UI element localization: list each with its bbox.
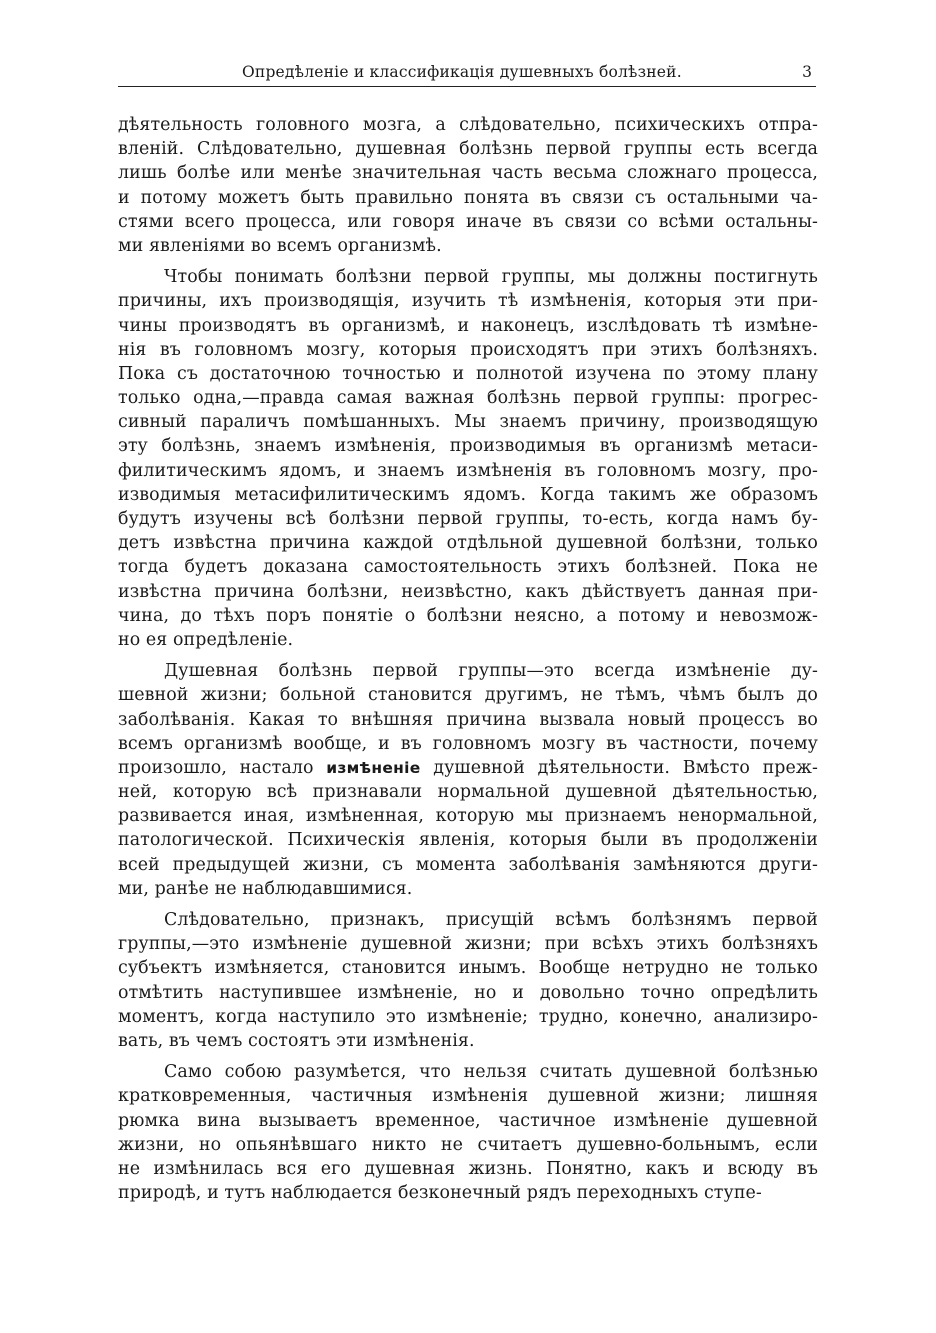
- text-line: но ея опредѣленіе.: [118, 629, 294, 650]
- text-line: извѣстна причина болѣзни, неизвѣстно, какъ дѣйствуетъ данная при-: [118, 581, 818, 602]
- text-line: нія въ головномъ мозгу, которыя происходятъ при этихъ болѣзняхъ.: [118, 339, 818, 360]
- text-line: субъектъ измѣняется, становится инымъ. Вообще нетрудно не только: [118, 958, 818, 979]
- text-line: ми явленіями во всемъ организмѣ.: [118, 235, 442, 256]
- text-line: тогда будетъ доказана самостоятельность этихъ болѣзней. Пока не: [118, 557, 818, 578]
- text-line: патологической. Психическія явленія, которыя были въ продолженіи: [118, 830, 818, 851]
- text-line: Пока съ достаточною точностью и полнотой изучена по этому плану: [118, 363, 818, 384]
- paragraph: [118, 659, 818, 901]
- text-line: заболѣванія. Какая то внѣшняя причина вызвала новый процессъ во: [118, 709, 818, 730]
- text-line: всемъ организмѣ вообще, и въ головномъ мозгу въ частности, почему: [118, 733, 818, 754]
- text-line: чина, до тѣхъ поръ понятіе о болѣзни неясно, а потому и невозмож-: [118, 605, 818, 626]
- text-line: стями всего процесса, или говоря иначе въ связи со всѣми остальны-: [118, 211, 818, 232]
- body-text: [118, 113, 818, 1212]
- text-line: филитическимъ ядомъ, и знаемъ измѣненія въ головномъ мозгу, про-: [118, 460, 818, 481]
- page-number: 3: [802, 63, 812, 81]
- text-line: Само собою разумѣется, что нельзя считать душевной болѣзнью: [164, 1062, 818, 1083]
- text-line: причины, ихъ производящія, изучить тѣ измѣненія, которыя эти при-: [118, 291, 818, 312]
- text-line: не измѣнилась вся его душевная жизнь. Понятно, какъ и всюду въ: [118, 1158, 818, 1179]
- paragraph: [118, 908, 818, 1053]
- paragraph: [118, 265, 818, 652]
- text-line: рюмка вина вызываетъ временное, частичное измѣненіе душевной: [118, 1110, 818, 1131]
- paragraph: [118, 113, 818, 258]
- text-line: шевной жизни; больной становится другимъ, не тѣмъ, чѣмъ былъ до: [118, 685, 818, 706]
- text-line: Чтобы понимать болѣзни первой группы, мы должны постигнуть: [164, 267, 818, 288]
- text-line: детъ извѣстна причина каждой отдѣльной душевной болѣзни, только: [118, 533, 818, 554]
- text-line: изводимыя метасифилитическимъ ядомъ. Когда такимъ же образомъ: [118, 484, 818, 505]
- text-line: только одна,—правда самая важная болѣзнь первой группы: прогрес-: [118, 388, 818, 409]
- text-line: отмѣтить наступившее измѣненіе, но и довольно точно опредѣлить: [118, 982, 818, 1003]
- text-line: Слѣдовательно, признакъ, присущій всѣмъ болѣзнямъ первой: [164, 910, 818, 930]
- running-title: Опредѣленіе и классификація душевныхъ болѣзней.: [242, 63, 682, 81]
- emphasized-word: измѣненіе: [326, 758, 421, 777]
- text-line: ней, которую всѣ признавали нормальной душевной дѣятельностью,: [118, 782, 818, 803]
- text-line: произошло, настало измѣненіе душевной дѣятельности. Вмѣсто преж-: [118, 757, 818, 778]
- text-line: кратковременныя, частичныя измѣненія душевной жизни; лишняя: [118, 1086, 818, 1107]
- text-line: ми, ранѣе не наблюдавшимися.: [118, 878, 413, 899]
- text-line: развивается иная, измѣненная, которую мы признаемъ ненормальной,: [118, 806, 818, 827]
- text-line: вать, въ чемъ состоятъ эти измѣненія.: [118, 1030, 475, 1051]
- text-line: моментъ, когда наступило это измѣненіе; трудно, конечно, анализиро-: [118, 1006, 818, 1027]
- running-header: [118, 62, 816, 87]
- text-line: чины производятъ въ организмѣ, и наконецъ, изслѣдовать тѣ измѣне-: [118, 315, 818, 336]
- text-line: сивный параличъ помѣшанныхъ. Мы знаемъ причину, производящую: [118, 412, 818, 433]
- text-line: дѣятельность головного мозга, а слѣдовательно, психическихъ отпра-: [118, 115, 818, 135]
- text-line: всей предыдущей жизни, съ момента заболѣванія замѣняются други-: [118, 854, 818, 875]
- text-line: группы,—это измѣненіе душевной жизни; при всѣхъ этихъ болѣзняхъ: [118, 934, 818, 955]
- text-line: лишь болѣе или менѣе значительная часть весьма сложнаго процесса,: [118, 163, 818, 184]
- text-line: и потому можетъ быть правильно понята въ связи съ остальными ча-: [118, 187, 818, 208]
- text-line: будутъ изучены всѣ болѣзни первой группы, то-есть, когда намъ бу-: [118, 509, 818, 529]
- text-line: Душевная болѣзнь первой группы—это всегда измѣненіе ду-: [164, 661, 818, 682]
- text-line: вленій. Слѣдовательно, душевная болѣзнь первой группы есть всегда: [118, 139, 818, 160]
- text-line: природѣ, и тутъ наблюдается безконечный рядъ переходныхъ ступе-: [118, 1183, 762, 1204]
- paragraph: [118, 1060, 818, 1205]
- text-line: жизни, но опьянѣвшаго никто не считаетъ душевно-больнымъ, если: [118, 1134, 818, 1155]
- text-line: эту болѣзнь, знаемъ измѣненія, производимыя въ организмѣ метаси-: [118, 436, 818, 457]
